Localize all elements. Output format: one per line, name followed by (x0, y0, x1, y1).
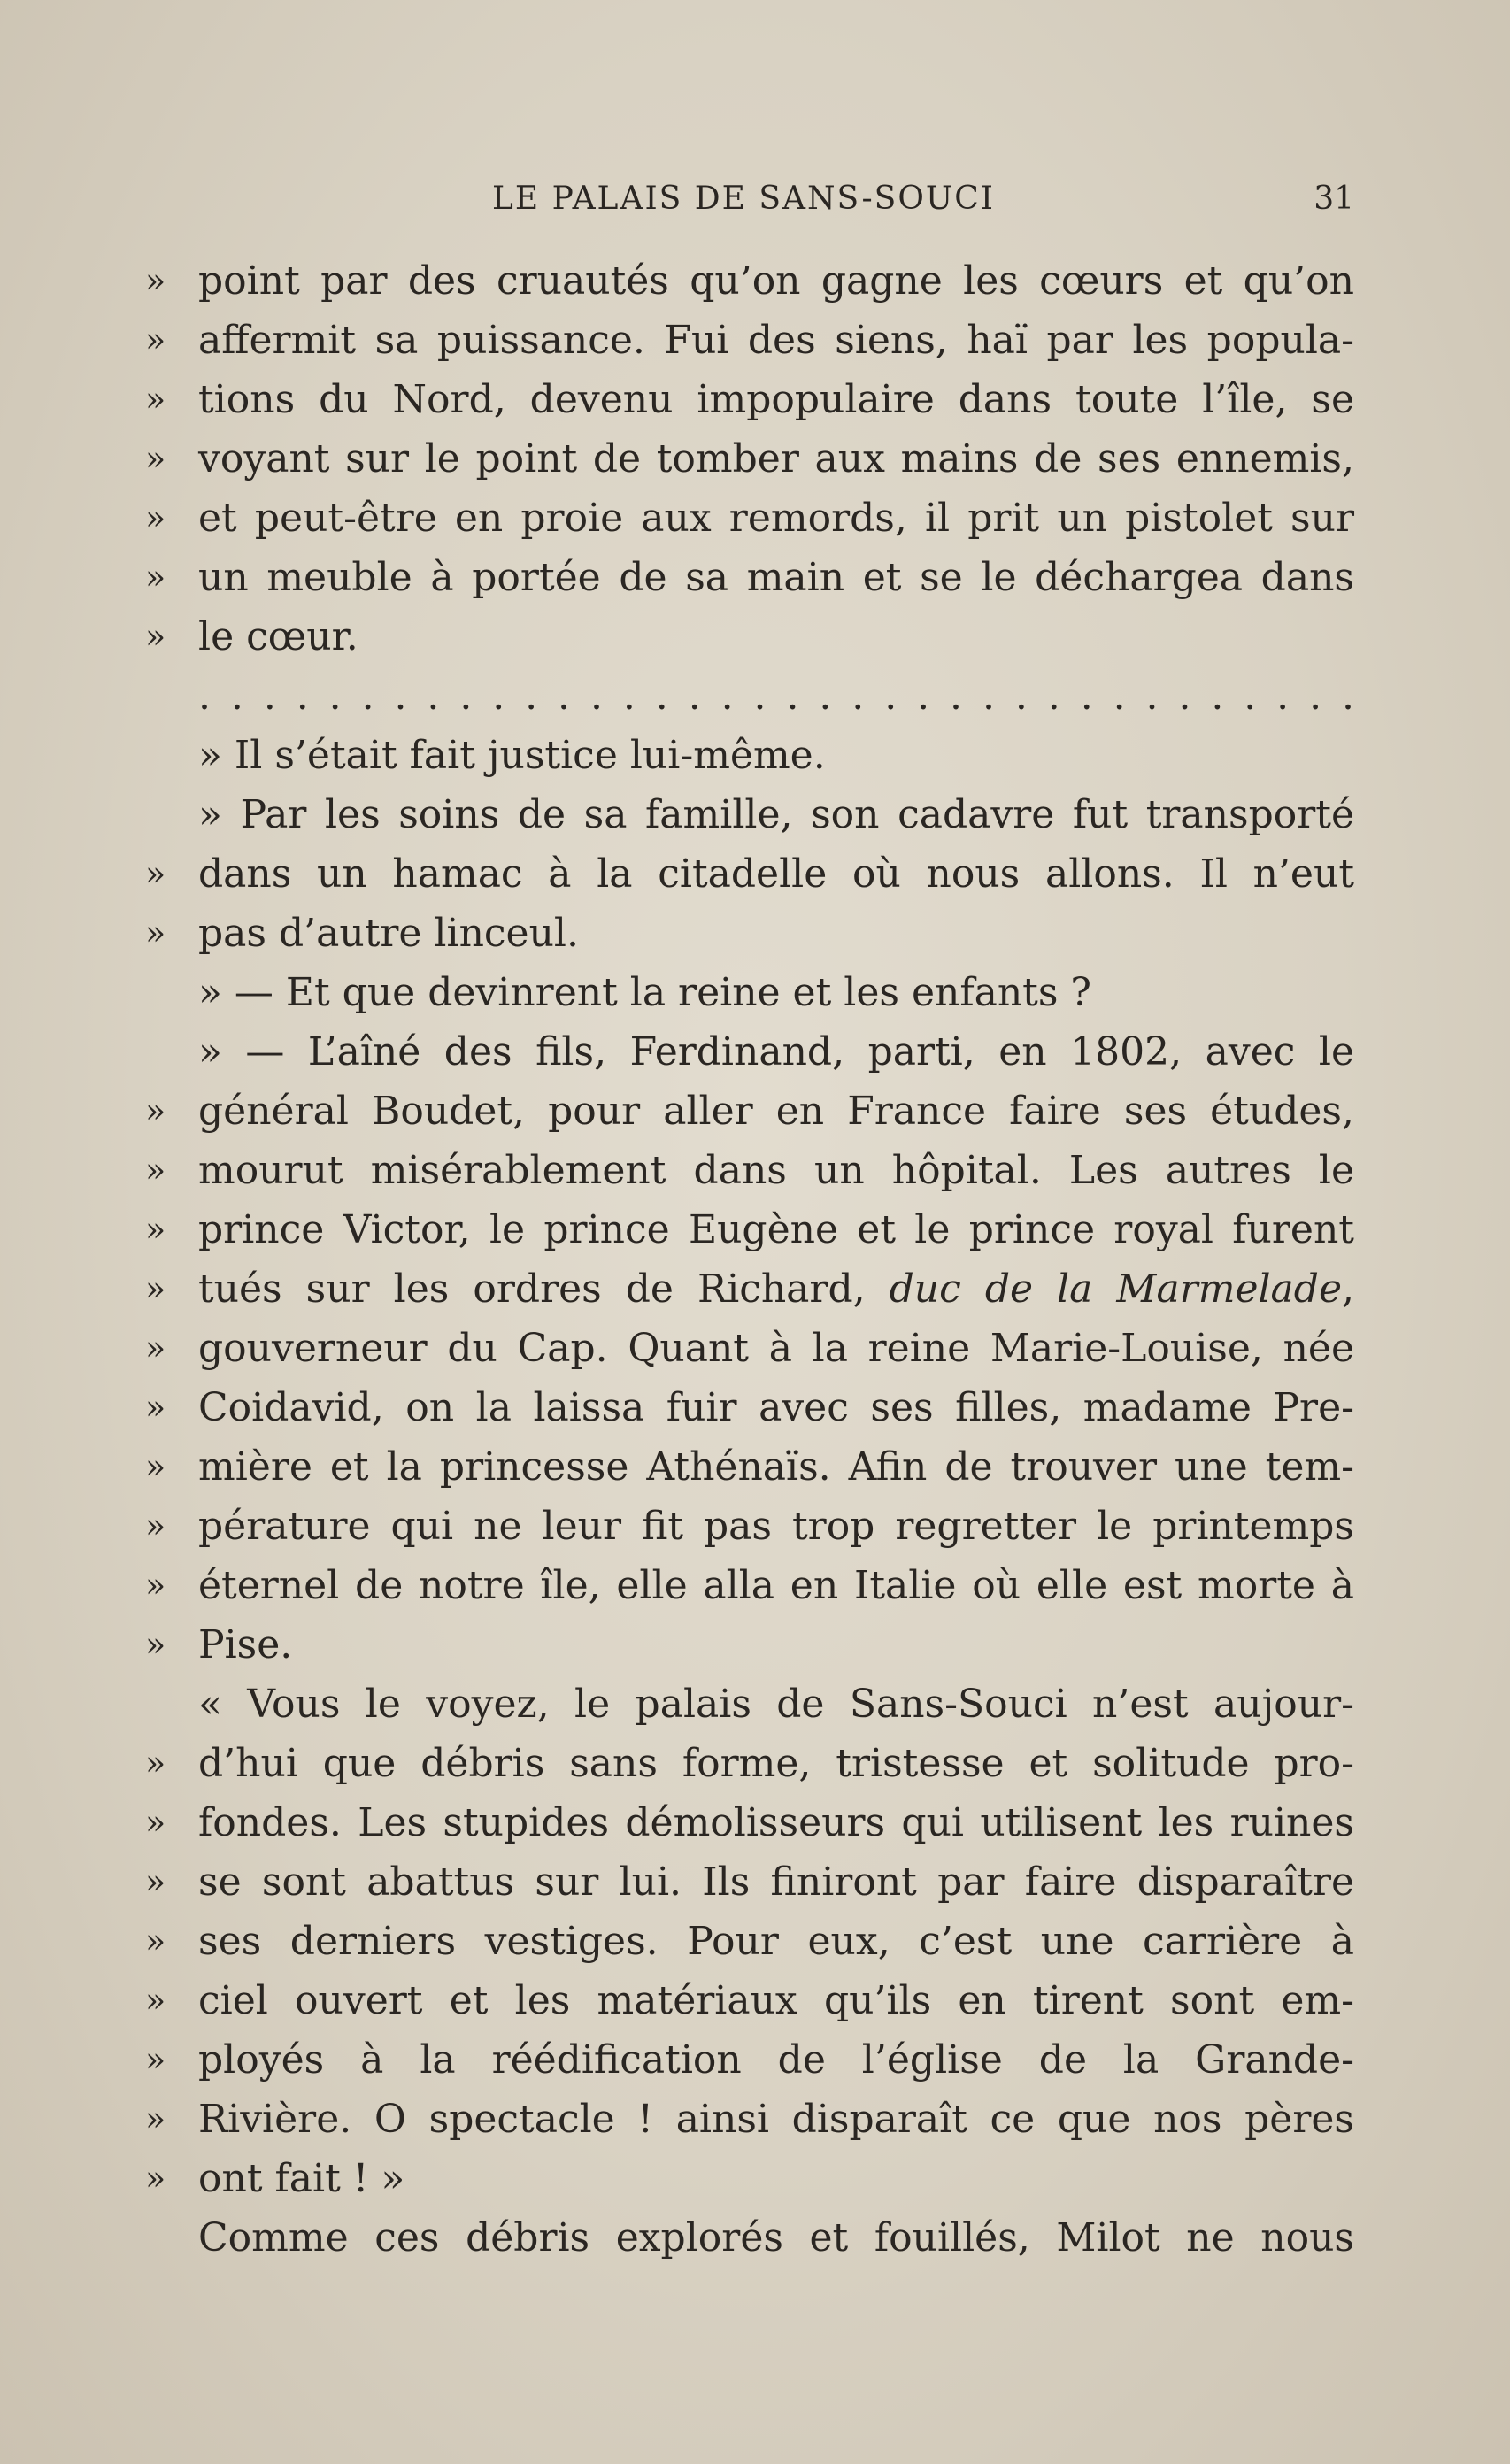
guillemet-margin: » (145, 617, 166, 656)
text-line (145, 429, 1354, 489)
guillemet-margin: » (145, 498, 166, 537)
line-text: voyant sur le point de tomber aux mains de ses ennemis, (198, 436, 1354, 481)
text-line (145, 1852, 1354, 1912)
line-text: général Boudet, pour aller en France faire ses études, (198, 1089, 1354, 1134)
text-line (145, 2030, 1354, 2090)
line-text: ployés à la réédification de l’église de la Grande- (198, 2037, 1354, 2083)
text-line (145, 785, 1354, 844)
guillemet-margin: » (145, 1151, 166, 1190)
line-text: ont fait ! » (198, 2156, 405, 2201)
line-text: Pise. (198, 1622, 293, 1667)
line-text: Rivière. O spectacle ! ainsi disparaît ce que nos pères (198, 2097, 1354, 2142)
line-text: point par des cruautés qu’on gagne les cœurs et qu’on (198, 258, 1354, 304)
guillemet-margin: » (145, 1566, 166, 1605)
line-text: fondes. Les stupides démolisseurs qui utilisent les ruines (198, 1800, 1354, 1845)
text-line (145, 844, 1354, 904)
guillemet-margin: » (145, 2159, 166, 2198)
dotted-separator: . . . . . . . . . . . . . . . . . . . . . . . . . . . . . . . . . . . . (198, 674, 1354, 719)
text-line (145, 1378, 1354, 1437)
line-text: un meuble à portée de sa main et se le déchargea dans (198, 555, 1354, 600)
guillemet-margin: » (145, 1210, 166, 1249)
page-number: 31 (1314, 181, 1354, 217)
line-text: ses derniers vestiges. Pour eux, c’est une carrière à (198, 1919, 1354, 1964)
guillemet-margin: » (145, 320, 166, 359)
line-text: tions du Nord, devenu impopulaire dans toute l’île, se (198, 377, 1354, 422)
text-line (145, 548, 1354, 607)
line-text-mixed (198, 1259, 1354, 1319)
guillemet-margin: » (145, 1091, 166, 1130)
guillemet-margin: » (145, 1269, 166, 1308)
page-header (133, 181, 1354, 225)
text-line (145, 726, 1354, 785)
guillemet-margin: » (145, 2099, 166, 2138)
guillemet-margin: » (145, 1625, 166, 1664)
line-text: d’hui que débris sans forme, tristesse et solitude pro- (198, 1741, 1354, 1786)
line-text: Comme ces débris explorés et fouillés, Milot ne nous (198, 2215, 1354, 2260)
text-line (145, 607, 1354, 666)
text-line (145, 2149, 1354, 2208)
guillemet-margin: » (145, 380, 166, 419)
text-line (145, 1259, 1354, 1319)
text-line (145, 1200, 1354, 1259)
guillemet-margin: » (145, 1328, 166, 1367)
guillemet-margin: » (145, 1744, 166, 1783)
line-text: » — Et que devinrent la reine et les enfants ? (198, 970, 1092, 1015)
line-text: mourut misérablement dans un hôpital. Les autres le (198, 1148, 1354, 1193)
text-line (145, 370, 1354, 429)
text-line (145, 2090, 1354, 2149)
line-text: pérature qui ne leur fit pas trop regretter le printemps (198, 1504, 1354, 1549)
guillemet-margin: » (145, 439, 166, 478)
text-line (145, 1675, 1354, 1734)
line-text: » Par les soins de sa famille, son cadavre fut transporté (198, 792, 1354, 837)
line-text: dans un hamac à la citadelle où nous allons. Il n’eut (198, 851, 1354, 897)
line-text: « Vous le voyez, le palais de Sans-Souci n’est aujour- (198, 1682, 1354, 1727)
guillemet-margin: » (145, 1388, 166, 1427)
text-line (145, 1971, 1354, 2030)
guillemet-margin: » (145, 558, 166, 597)
guillemet-margin: » (145, 1803, 166, 1842)
line-text: affermit sa puissance. Fui des siens, haï par les popula- (198, 318, 1354, 363)
text-line (145, 1497, 1354, 1556)
text-line (145, 1022, 1354, 1082)
line-text: se sont abattus sur lui. Ils finiront par faire disparaître (198, 1860, 1354, 1905)
line-text: prince Victor, le prince Eugène et le prince royal furent (198, 1207, 1354, 1252)
guillemet-margin: » (145, 1862, 166, 1901)
text-line (145, 1912, 1354, 1971)
guillemet-margin: » (145, 854, 166, 893)
line-text: et peut-être en proie aux remords, il prit un pistolet sur (198, 496, 1354, 541)
guillemet-margin: » (145, 1506, 166, 1545)
text-line (145, 1615, 1354, 1675)
line-text: pas d’autre linceul. (198, 911, 579, 956)
line-text: Coidavid, on la laissa fuir avec ses filles, madame Pre- (198, 1385, 1354, 1430)
text-line (145, 1082, 1354, 1141)
italic-title: duc de la Marmelade (889, 1267, 1342, 1312)
line-text: mière et la princesse Athénaïs. Afin de trouver une tem- (198, 1444, 1354, 1490)
text-line (145, 1734, 1354, 1793)
line-text: ciel ouvert et les matériaux qu’ils en tirent sont em- (198, 1978, 1354, 2023)
text-line (145, 1437, 1354, 1497)
text-line (145, 1141, 1354, 1200)
text-line (145, 1793, 1354, 1852)
text-line (145, 963, 1354, 1022)
line-text: éternel de notre île, elle alla en Italie où elle est morte à (198, 1563, 1354, 1608)
guillemet-margin: » (145, 261, 166, 300)
text-line (145, 489, 1354, 548)
guillemet-margin: » (145, 1447, 166, 1486)
text-line (145, 311, 1354, 370)
text-line (145, 1556, 1354, 1615)
guillemet-margin: » (145, 2040, 166, 2079)
guillemet-margin: » (145, 1981, 166, 2020)
ellipsis-line (145, 666, 1354, 726)
line-text: » Il s’était fait justice lui-même. (198, 733, 826, 778)
line-text-punct: , (1342, 1267, 1354, 1312)
running-title: LE PALAIS DE SANS-SOUCI (492, 181, 995, 217)
line-text: gouverneur du Cap. Quant à la reine Marie-Louise, née (198, 1326, 1354, 1371)
text-line (145, 1319, 1354, 1378)
text-line (145, 904, 1354, 963)
guillemet-margin: » (145, 913, 166, 952)
line-text-roman: tués sur les ordres de Richard, (198, 1267, 866, 1312)
text-line (145, 251, 1354, 311)
guillemet-margin: » (145, 1921, 166, 1960)
line-text: » — L’aîné des fils, Ferdinand, parti, en 1802, avec le (198, 1029, 1354, 1074)
page-body (145, 251, 1354, 2268)
line-text: le cœur. (198, 614, 358, 659)
text-line (145, 2208, 1354, 2268)
